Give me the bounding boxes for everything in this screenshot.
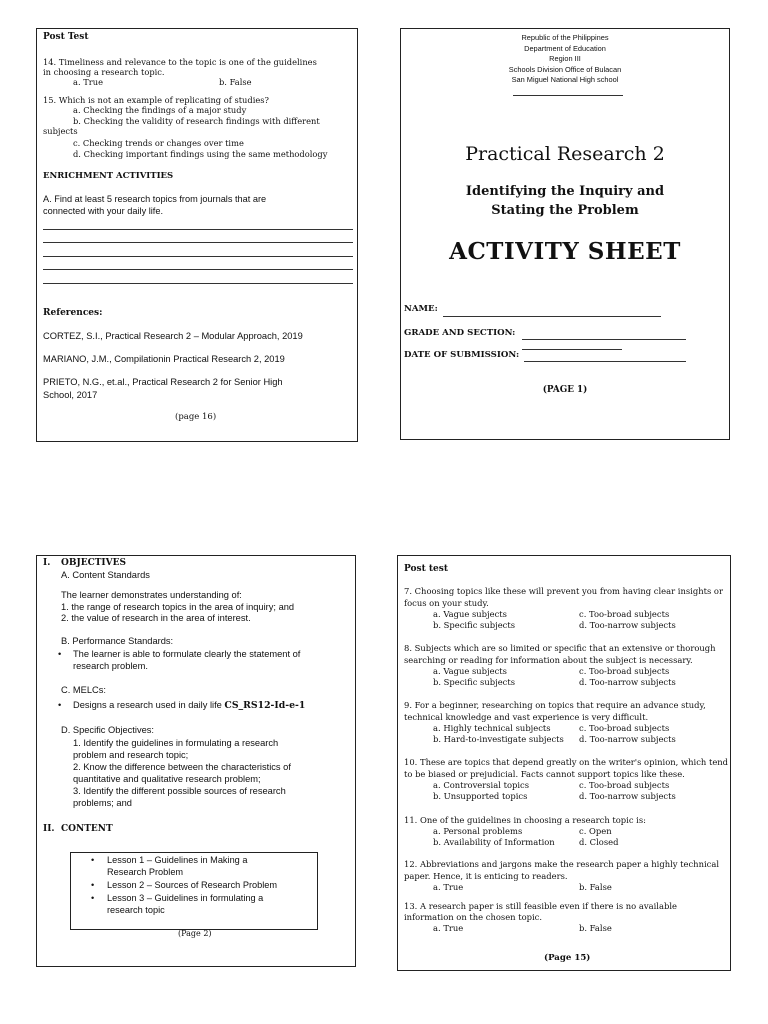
question-8-option-d: d. Too-narrow subjects: [579, 677, 676, 687]
question-7-option-d: d. Too-narrow subjects: [579, 620, 676, 630]
question-8-option-b: b. Specific subjects: [433, 677, 516, 687]
bullet-icon: •: [58, 649, 62, 659]
performance-standard-line2: research problem.: [73, 661, 148, 671]
grade-section-field-extra: [522, 349, 622, 350]
question-12-line2: paper. Hence, it is enticing to readers.: [404, 871, 568, 881]
enrichment-heading: ENRICHMENT ACTIVITIES: [43, 171, 174, 181]
specific-objective-3: 3. Identify the different possible sources of research: [73, 786, 286, 796]
answer-line: [43, 242, 353, 243]
question-8-option-c: c. Too-broad subjects: [579, 666, 670, 676]
question-14-line2: in choosing a research topic.: [43, 67, 165, 77]
lessons-box: [70, 852, 318, 930]
melc-code: CS_RS12-Id-e-1: [224, 700, 306, 711]
content-standards-heading: A. Content Standards: [61, 570, 150, 580]
page-number: (PAGE 1): [542, 385, 588, 395]
grade-section-field[interactable]: [522, 339, 686, 340]
question-9-line2: technical knowledge and vast experience is very difficult.: [404, 712, 649, 722]
question-7-option-c: c. Too-broad subjects: [579, 609, 670, 619]
question-11-option-c: c. Open: [579, 826, 612, 836]
lesson-1-cont: Research Problem: [107, 867, 184, 877]
objectives-heading: OBJECTIVES: [61, 558, 126, 568]
question-9-option-a: a. Highly technical subjects: [433, 723, 551, 733]
bullet-icon: •: [91, 880, 95, 890]
answer-line: [43, 229, 353, 230]
question-15-option-b-cont: subjects: [43, 126, 78, 136]
question-11-option-b: b. Availability of Information: [433, 837, 555, 847]
page-2-objectives: [36, 555, 356, 967]
lesson-subtitle-line1: Identifying the Inquiry and: [465, 184, 665, 199]
question-9-option-d: d. Too-narrow subjects: [579, 734, 676, 744]
header-divider: [513, 95, 623, 96]
question-14-line1: 14. Timeliness and relevance to the topic is one of the guidelines: [43, 57, 317, 67]
question-7-line2: focus on your study.: [404, 598, 489, 608]
question-11: 11. One of the guidelines in choosing a research topic is:: [404, 815, 646, 825]
reference-3-line1: PRIETO, N.G., et.al., Practical Research 2 for Senior High: [43, 377, 283, 387]
question-13-option-b: b. False: [579, 923, 612, 933]
specific-objective-1: 1. Identify the guidelines in formulating a research: [73, 738, 279, 748]
question-15-option-c: c. Checking trends or changes over time: [73, 138, 244, 148]
question-15-option-a: a. Checking the findings of a major study: [73, 105, 247, 115]
question-8-line1: 8. Subjects which are so limited or specific that an extensive or thorough: [404, 643, 716, 653]
performance-standards-heading: B. Performance Standards:: [61, 636, 174, 646]
header-region: Region III: [549, 54, 581, 63]
question-7-line1: 7. Choosing topics like these will prevent you from having clear insights or: [404, 586, 723, 596]
question-13-line1: 13. A research paper is still feasible even if there is no available: [404, 901, 677, 911]
question-10-option-b: b. Unsupported topics: [433, 791, 528, 801]
objectives-number: I.: [43, 558, 51, 568]
subject-title: Practical Research 2: [465, 143, 665, 165]
question-12-option-a: a. True: [433, 882, 464, 892]
header-deped: Department of Education: [524, 43, 606, 53]
melc-text: [73, 700, 305, 711]
lesson-2: Lesson 2 – Sources of Research Problem: [107, 880, 278, 890]
question-10-option-c: c. Too-broad subjects: [579, 780, 670, 790]
question-14-option-a: a. True: [73, 77, 103, 87]
date-submission-label: DATE OF SUBMISSION:: [404, 350, 520, 360]
reference-1: CORTEZ, S.I., Practical Research 2 – Modular Approach, 2019: [43, 331, 303, 341]
page-number: (Page 2): [178, 929, 212, 938]
question-7-option-b: b. Specific subjects: [433, 620, 516, 630]
question-8-option-a: a. Vague subjects: [433, 666, 507, 676]
reference-2: MARIANO, J.M., Compilationin Practical Research 2, 2019: [43, 354, 285, 364]
post-test-title: Post test: [404, 564, 448, 574]
enrichment-a-line2: connected with your daily life.: [43, 206, 164, 216]
header-republic: Republic of the Philippines: [521, 33, 609, 42]
post-test-title: Post Test: [43, 32, 89, 42]
specific-objectives-heading: D. Specific Objectives:: [61, 725, 155, 735]
learner-statement: The learner demonstrates understanding of:: [61, 590, 242, 600]
question-13-option-a: a. True: [433, 923, 464, 933]
answer-line: [43, 283, 353, 284]
activity-sheet-title: ACTIVITY SHEET: [449, 238, 681, 265]
content-standard-2: 2. the value of research in the area of interest.: [61, 613, 251, 623]
name-label: NAME:: [404, 304, 438, 314]
content-standard-1: 1. the range of research topics in the area of inquiry; and: [61, 602, 295, 612]
header-school: San Miguel National High school: [511, 75, 619, 84]
specific-objective-2-cont: quantitative and qualitative research problem;: [73, 774, 261, 784]
lesson-subtitle-line2: Stating the Problem: [491, 203, 639, 218]
specific-objective-3-cont: problems; and: [73, 798, 132, 808]
page-16-post-test: [36, 28, 358, 442]
specific-objective-2: 2. Know the difference between the characteristics of: [73, 762, 291, 772]
question-15: 15. Which is not an example of replicating of studies?: [43, 95, 269, 105]
bullet-icon: •: [58, 700, 62, 710]
grade-section-label: GRADE AND SECTION:: [404, 328, 516, 338]
question-10-option-d: d. Too-narrow subjects: [579, 791, 676, 801]
performance-standard-line1: The learner is able to formulate clearly the statement of: [73, 649, 301, 659]
name-field[interactable]: [443, 316, 661, 317]
question-14-option-b: b. False: [219, 77, 252, 87]
content-number: II.: [43, 824, 55, 834]
bullet-icon: •: [91, 893, 95, 903]
question-9-option-c: c. Too-broad subjects: [579, 723, 670, 733]
answer-line: [43, 269, 353, 270]
header-division: Schools Division Office of Bulacan: [508, 64, 622, 74]
question-11-option-d: d. Closed: [579, 837, 619, 847]
references-heading: References:: [43, 308, 103, 318]
question-12-option-b: b. False: [579, 882, 612, 892]
question-7-option-a: a. Vague subjects: [433, 609, 507, 619]
cover-page: [400, 28, 730, 440]
page-number: (page 16): [175, 412, 217, 422]
lesson-1: Lesson 1 – Guidelines in Making a: [107, 855, 248, 865]
question-9-option-b: b. Hard-to-investigate subjects: [433, 734, 564, 744]
page-15-post-test: [397, 555, 731, 971]
school-header: [401, 33, 729, 86]
lesson-3: Lesson 3 – Guidelines in formulating a: [107, 893, 264, 903]
specific-objective-1-cont: problem and research topic;: [73, 750, 189, 760]
question-12-line1: 12. Abbreviations and jargons make the research paper a highly technical: [404, 859, 720, 869]
question-10-line1: 10. These are topics that depend greatly on the writer's opinion, which tend: [404, 757, 729, 767]
lesson-3-cont: research topic: [107, 905, 165, 915]
page-number: (Page 15): [544, 953, 591, 963]
content-heading: CONTENT: [61, 824, 113, 834]
reference-3-line2: School, 2017: [43, 390, 98, 400]
question-8-line2: searching or reading for information about the subject is necessary.: [404, 655, 693, 665]
question-11-option-a: a. Personal problems: [433, 826, 523, 836]
question-15-option-d: d. Checking important findings using the same methodology: [73, 149, 328, 159]
question-10-option-a: a. Controversial topics: [433, 780, 530, 790]
enrichment-a-line1: A. Find at least 5 research topics from journals that are: [43, 194, 267, 204]
melcs-heading: C. MELCs:: [61, 685, 106, 695]
date-submission-field[interactable]: [524, 361, 686, 362]
melc-description: Designs a research used in daily life: [73, 700, 222, 710]
question-13-line2: information on the chosen topic.: [404, 912, 543, 922]
question-15-option-b: b. Checking the validity of research findings with different: [73, 116, 320, 126]
answer-line: [43, 256, 353, 257]
question-9-line1: 9. For a beginner, researching on topics that require an advance study,: [404, 700, 706, 710]
bullet-icon: •: [91, 855, 95, 865]
question-10-line2: to be biased or prejudicial. Facts cannot support topics like these.: [404, 769, 685, 779]
